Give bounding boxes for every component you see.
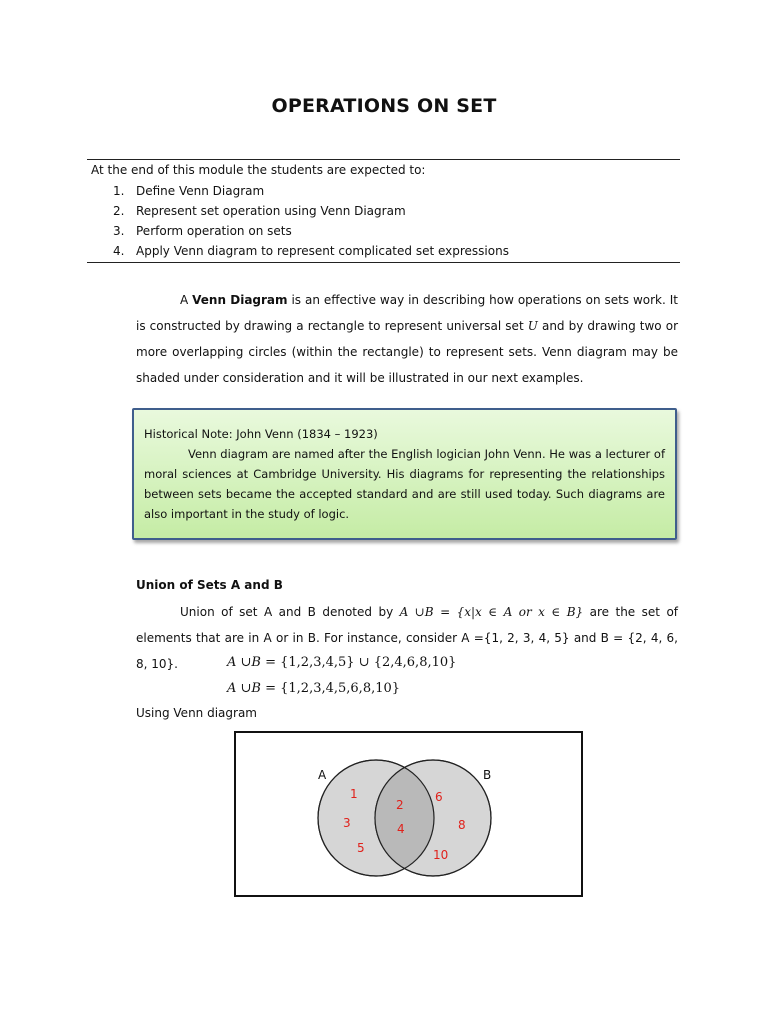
venn-diagram-term: Venn Diagram [192, 293, 288, 307]
element-b-6: 6 [435, 790, 443, 804]
list-item: 1. Define Venn Diagram [113, 184, 265, 198]
union-equation-2: A ∪B = {1,2,3,4,5,6,8,10} [227, 681, 401, 696]
objectives-list [113, 181, 509, 261]
union-equation-1: A ∪B = {1,2,3,4,5} ∪ {2,4,6,8,10} [227, 655, 457, 670]
element-a-3: 3 [343, 816, 351, 830]
venn-diagram [234, 731, 583, 897]
set-a-label: A [318, 768, 327, 782]
list-item: 4. Apply Venn diagram to represent complicated set expressions [113, 244, 509, 258]
element-a-1: 1 [350, 787, 358, 801]
venn-caption: Using Venn diagram [136, 706, 257, 720]
union-notation: A ∪B = {x|x ∈ A or x ∈ B} [399, 605, 584, 619]
objectives-intro: At the end of this module the students are expected to: [91, 163, 426, 177]
union-definition: Union of set A and B denoted by A ∪B = {x|x ∈ A or x ∈ B} are the set of elements that are in A or in B. For instance, consider A ={1, 2, 3, 4, 5} and B = {2, 4, 6, 8, 10}. [136, 605, 679, 671]
element-both-4: 4 [397, 822, 405, 836]
page-title: OPERATIONS ON SET [271, 95, 497, 117]
element-both-2: 2 [396, 798, 404, 812]
union-heading: Union of Sets A and B [136, 578, 283, 592]
universal-set-symbol: U [527, 319, 538, 333]
venn-svg [236, 733, 581, 895]
list-item: 3. Perform operation on sets [113, 224, 292, 238]
element-a-5: 5 [357, 841, 365, 855]
historical-note-box [132, 408, 677, 540]
element-b-8: 8 [458, 818, 466, 832]
bottom-divider [87, 262, 680, 263]
intro-paragraph: A Venn Diagram is an effective way in describing how operations on sets work. It is constructed by drawing a rectangle to represent universal set U and by drawing two or more overlapping circles (within the rectangle) to represent sets. Venn diagram may be shaded under consideration and it will be illustrated in our next examples. [136, 293, 679, 385]
historical-note-heading: Historical Note: John Venn (1834 – 1923) [144, 427, 378, 441]
set-b-label: B [483, 768, 492, 782]
element-b-10: 10 [433, 848, 449, 862]
list-item: 2. Represent set operation using Venn Diagram [113, 204, 406, 218]
top-divider [87, 159, 680, 160]
historical-note-body: Venn diagram are named after the English logician John Venn. He was a lecturer of moral sciences at Cambridge University. His diagrams for representing the relationships between sets became the accepted standard and are still used today. Such diagrams are also important in the study of logic. [144, 447, 665, 521]
